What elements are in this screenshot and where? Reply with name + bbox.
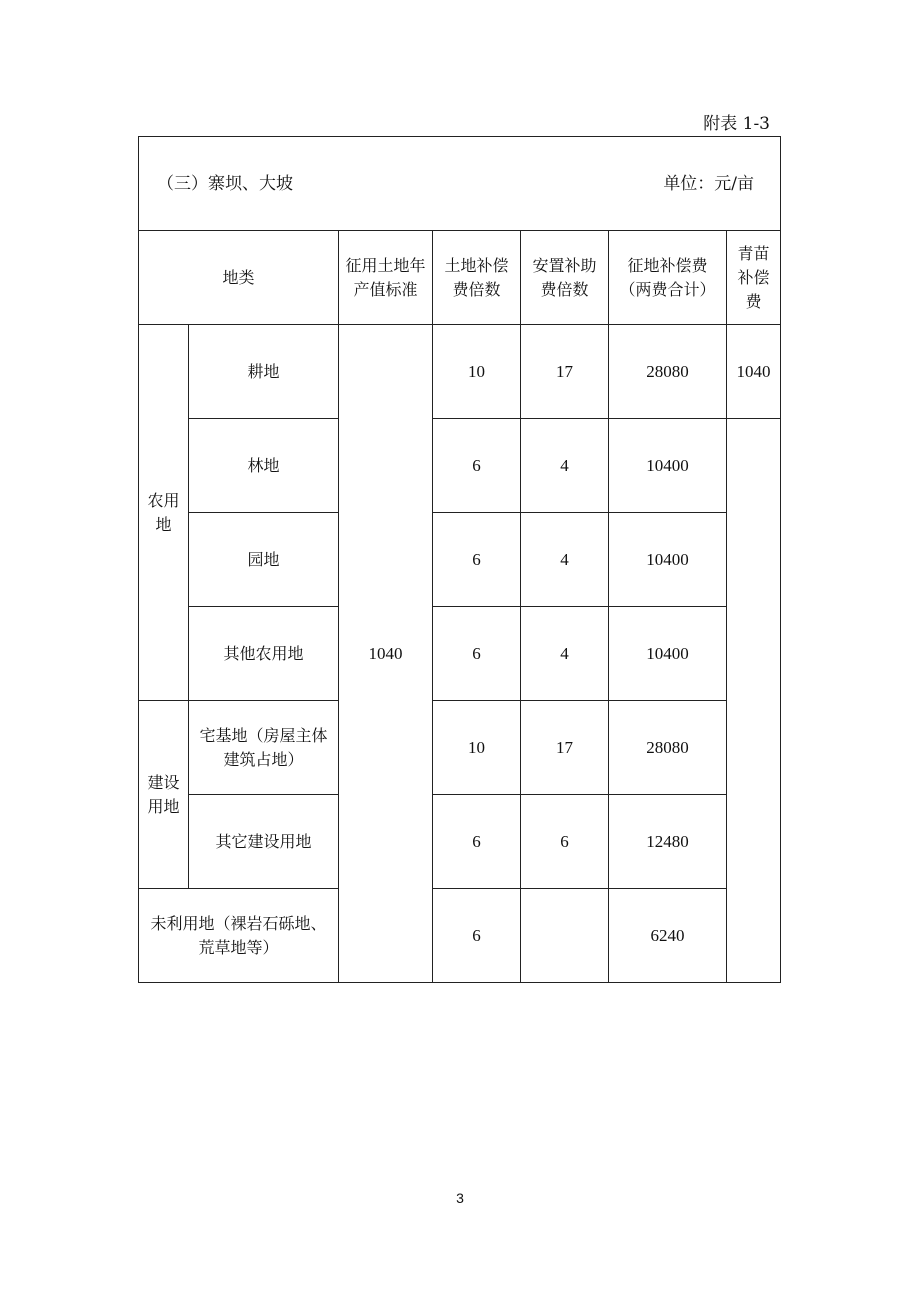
table-title: （三）寨坝、大坡 [157,173,293,194]
crop-compensation-empty [727,419,781,983]
total-compensation: 10400 [609,607,727,701]
resettle-multiplier: 4 [521,607,609,701]
unit-label: 单位：元/亩 [663,173,755,194]
total-compensation: 28080 [609,701,727,795]
header-crop-compensation: 青苗补偿费 [727,231,781,325]
table-row [139,795,781,889]
total-compensation: 10400 [609,513,727,607]
compensation-table [138,136,781,983]
total-compensation: 12480 [609,795,727,889]
row-name: 林地 [189,419,339,513]
table-header-row [139,231,781,325]
header-output-standard: 征用土地年产值标准 [339,231,433,325]
group-construction: 建设用地 [139,701,189,889]
attachment-label: 附表 1-3 [703,114,770,134]
row-name: 宅基地（房屋主体建筑占地） [189,701,339,795]
resettle-multiplier: 17 [521,325,609,419]
header-land-type: 地类 [139,231,339,325]
row-name: 其它建设用地 [189,795,339,889]
land-multiplier: 10 [433,701,521,795]
group-agricultural: 农用地 [139,325,189,701]
resettle-multiplier: 6 [521,795,609,889]
row-name: 未利用地（裸岩石砾地、荒草地等） [139,889,339,983]
table-row [139,889,781,983]
table-row [139,325,781,419]
total-compensation: 6240 [609,889,727,983]
resettle-multiplier: 17 [521,701,609,795]
row-name: 园地 [189,513,339,607]
land-multiplier: 6 [433,607,521,701]
table-row [139,513,781,607]
land-multiplier: 10 [433,325,521,419]
table-caption-row [139,137,781,231]
land-multiplier: 6 [433,795,521,889]
resettle-multiplier [521,889,609,983]
crop-compensation-value: 1040 [727,325,781,419]
land-multiplier: 6 [433,513,521,607]
table-row [139,607,781,701]
total-compensation: 28080 [609,325,727,419]
header-resettle-multiplier: 安置补助费倍数 [521,231,609,325]
header-land-multiplier: 土地补偿费倍数 [433,231,521,325]
land-multiplier: 6 [433,419,521,513]
resettle-multiplier: 4 [521,513,609,607]
page-number: 3 [456,1190,464,1206]
row-name: 其他农用地 [189,607,339,701]
table-row [139,419,781,513]
resettle-multiplier: 4 [521,419,609,513]
output-standard-value: 1040 [339,325,433,983]
land-multiplier: 6 [433,889,521,983]
row-name: 耕地 [189,325,339,419]
header-total-compensation: 征地补偿费（两费合计） [609,231,727,325]
total-compensation: 10400 [609,419,727,513]
table-row [139,701,781,795]
